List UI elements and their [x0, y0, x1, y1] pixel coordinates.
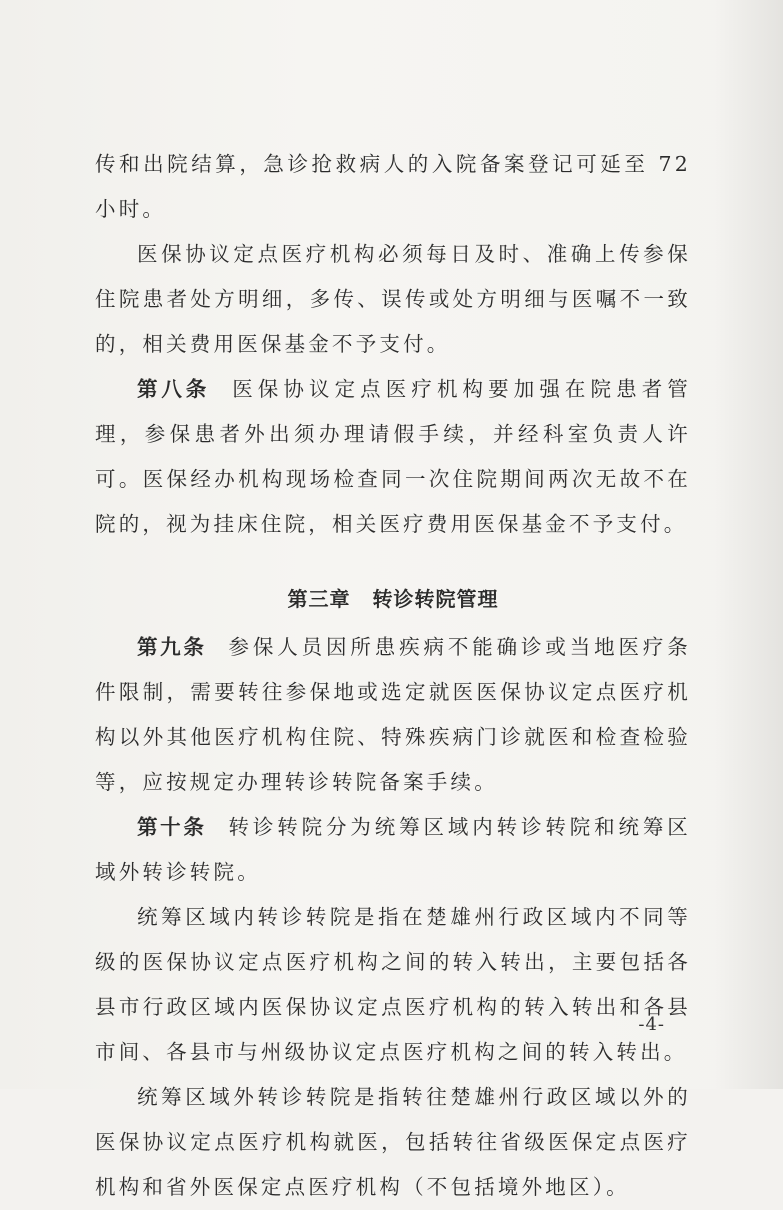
paragraph-external-transfer: 统筹区域外转诊转院是指转往楚雄州行政区域以外的医保协议定点医疗机构就医，包括转往省级医保定点医疗机构和省外医保定点医疗机构（不包括境外地区）。: [95, 1085, 691, 1199]
chapter-number: 第三章: [287, 587, 351, 611]
article-9-label: 第九条: [137, 635, 207, 659]
article-10-label: 第十条: [137, 815, 207, 839]
paragraph-upload-requirement: 医保协议定点医疗机构必须每日及时、准确上传参保住院患者处方明细，多传、误传或处方明细与医嘱不一致的，相关费用医保基金不予支付。: [95, 242, 691, 356]
article-8-label: 第八条: [137, 377, 211, 401]
article-8: [95, 367, 691, 547]
article-8-text: 医保协议定点医疗机构要加强在院患者管理，参保患者外出须办理请假手续，并经科室负责人许可。医保经办机构现场检查同一次住院期间两次无故不在院的，视为挂床住院，相关医疗费用医保基金不予支付。: [95, 377, 691, 536]
scan-edge-shadow: [713, 0, 783, 1089]
document-body: [95, 142, 691, 1210]
paragraph-internal-transfer: 统筹区域内转诊转院是指在楚雄州行政区域内不同等级的医保协议定点医疗机构之间的转入转出，主要包括各县市行政区域内医保协议定点医疗机构的转入转出和各县市间、各县市与州级协议定点医疗机构之间的转入转出。: [95, 905, 691, 1064]
article-10: [95, 805, 691, 895]
article-10-text: 转诊转院分为统筹区域内转诊转院和统筹区域外转诊转院。: [95, 815, 691, 884]
page-number: -4-: [638, 1014, 665, 1035]
chapter-title: 转诊转院管理: [372, 587, 499, 611]
article-9: [95, 625, 691, 805]
article-9-text: 参保人员因所患疾病不能确诊或当地医疗条件限制，需要转往参保地或选定就医医保协议定点医疗机构以外其他医疗机构住院、特殊疾病门诊就医和检查检验等，应按规定办理转诊转院备案手续。: [95, 635, 691, 794]
paragraph-continuation: 传和出院结算，急诊抢救病人的入院备案登记可延至 72 小时。: [95, 152, 691, 221]
chapter-heading: [95, 577, 691, 622]
